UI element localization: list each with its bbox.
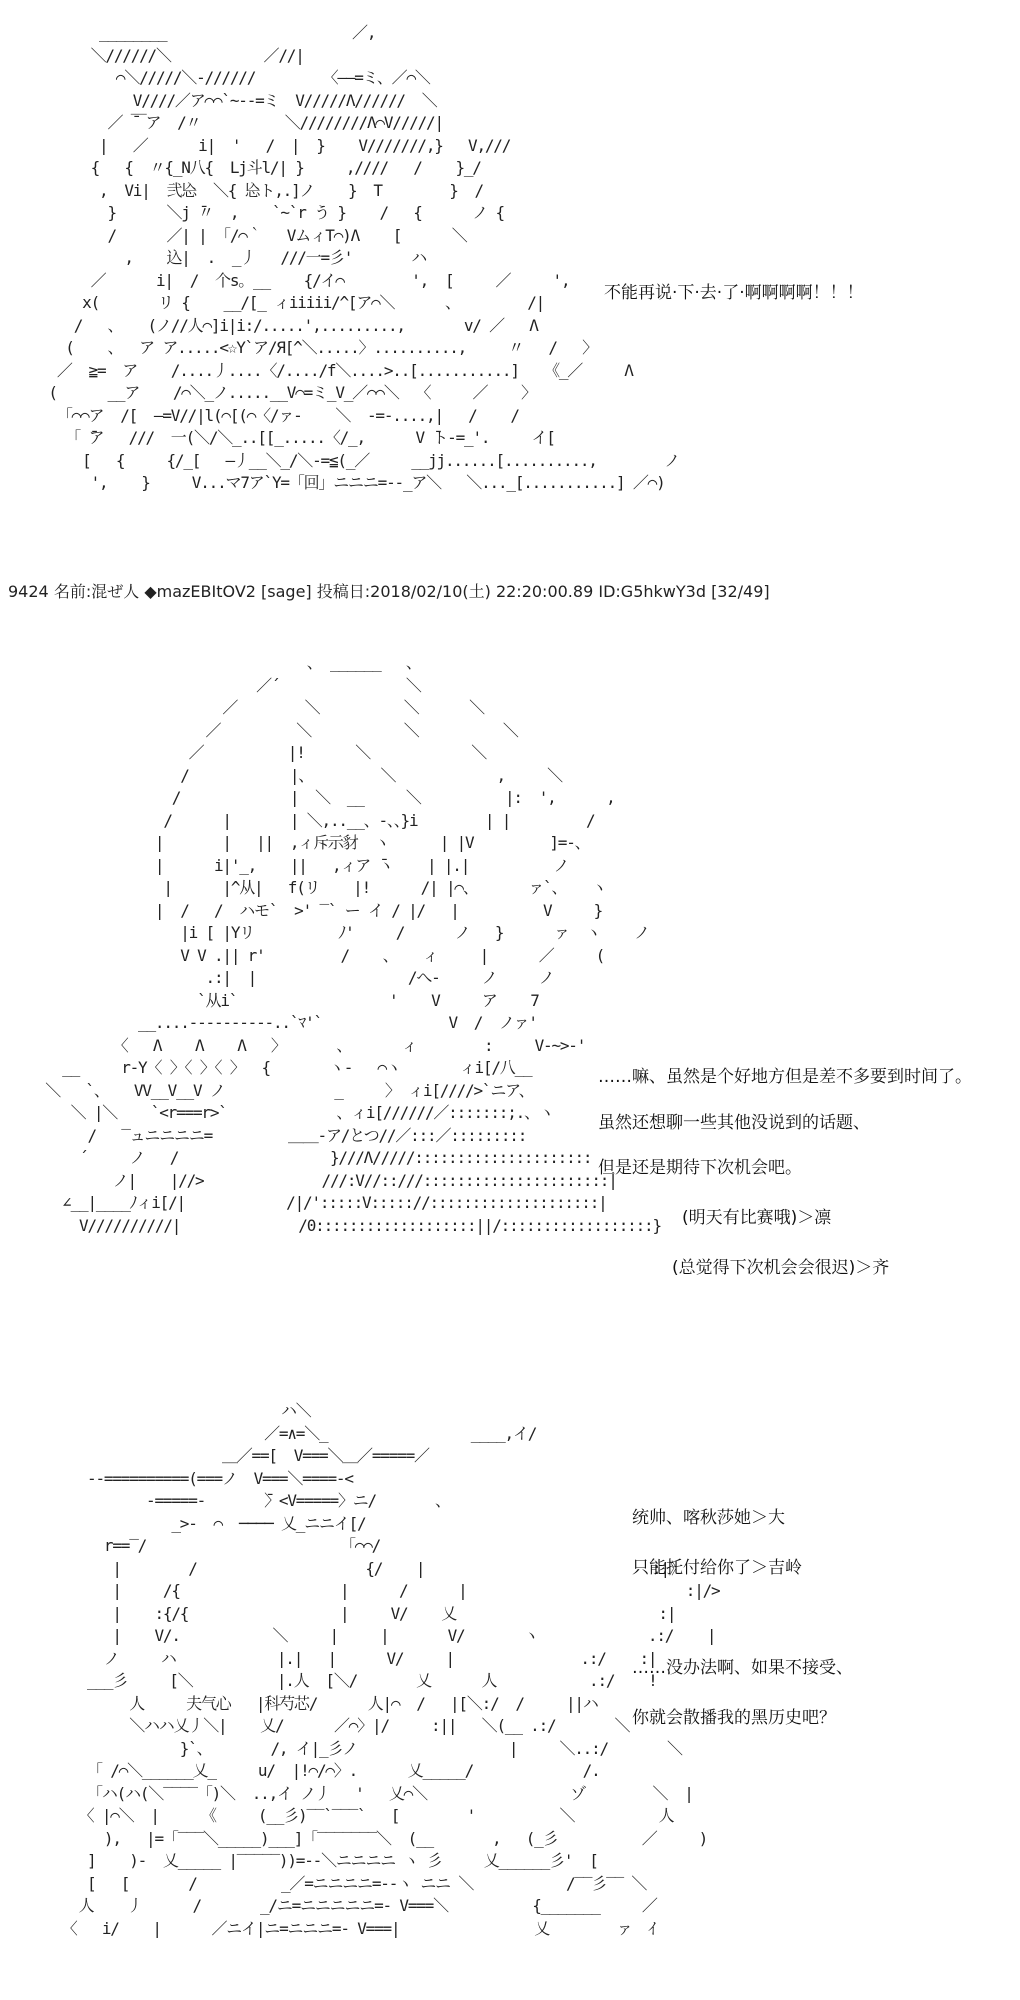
dialogue-line: 你就会散播我的黑历史吧？ — [632, 1708, 836, 1728]
post-date-label: 投稿日: — [316, 582, 371, 601]
dialogue-line: (明天有比赛哦)＞凛 — [682, 1208, 832, 1228]
dialogue-line: (总觉得下次机会会很迟)＞齐 — [672, 1258, 890, 1278]
post-counter: [32/49] — [711, 582, 770, 601]
post-datetime: 2018/02/10(土) 22:20:00.89 — [370, 582, 594, 601]
ascii-art-panel-3: ハ＼ ／=∧=＼_ ____,イ/ ＿／==[ V===＼＿／=====／ ‐-==========(===ノ V===＼====-< -=====- ̄〉<V=====〉ニ/ 、 _>‐ ⌒ ──── 乂_ニニイ[/ r==‾/ 「⌒⌒/ | / {/ | :|》 | /{ | / | :|/> | :{/{ | V/ 乂 :| | V/. ＼ | | V/ ヽ .:/ | ノ ハ |.| | V/ | .:/ :| ___彡 [＼ |.人 [＼/ 乂 人 .:/ ! 人 夫气心 |科芍芯/ 人|⌒ / |[＼:/ / ||ハ ＼ハハ乂丿＼| 乂/ ／⌒〉|/ :|| ＼(__ .:/ ＼ }`、 /, イ|_彡ノ | ＼..:/ ＼ 「 /⌒＼______乂_ u/ |!⌒/⌒〉. 乂_____/ /. 「ハ(ハ(＼‾‾‾‾「)＼ ..,イ ノ丿 ' 乂⌒＼ ゾ ＼ | 〈 |⌒＼ | 《 (__彡)‾‾`‾‾‾` [ ' ＼ 人 ), |=「‾‾‾＼_____)___]「‾‾‾‾‾‾‾＼ (__ , (_彡 ／ ) ] )- 乂_____ |‾‾‾‾‾))=‐‐＼ニニニニ ヽ 彡 乂______彡' [ [ [ / _／=ニニニニ=‐‐ヽ ニニ ＼ /‾‾彡‾‾ ＼ 人 丿 / _/ニ=ニニニニニ=‐ V===＼ {_______ ／ 〈 i/ | ／ニイ|ニ=ニニニ=‐ V===| 乂 ァ ｲ — [61, 1401, 720, 1938]
post-tripcode: ◆mazEBItOV2 — [144, 582, 256, 601]
post-number: 9424 — [8, 582, 49, 601]
post-name-label: 名前: — [53, 582, 92, 601]
dialogue-line: ……没办法啊、如果不接受、 — [632, 1658, 853, 1678]
ascii-art-panel-2: 、 ______ 、 ／´ ＼ ／ ＼ ＼ ＼ ／ ＼ ＼ ＼ ／ |! ＼ ＼ / |、 ＼ , ＼ / | ＼ __ ＼ |: ', , / | | ＼,..__、‐、、}i | | / | | || ,ィ斥示豺 ヽ | |V ]=‐、 | i|'_, || ,ィア ̄ヽ | |.| ノ | |^从| f(リ |! /| |⌒、 ァ`、 ヽ | / / ハモ` >' ‾` ー イ / |/ | V } |i [ |Yリ ﾉ' / ノ } ァ ヽ ノ V V .|| r' / 、 ィ | ／ ( .:| | /へ‐ ノ ノ `从i` ' V ア 7 __....-‐‐‐‐‐‐‐--..`ﾏ'` V / ノァ' 〈 Λ Λ Λ 〉 、 ィ : V-~>-' __ r-Y〈 〉〈 〉〈 〉 { ヽ- ⌒ヽ ィi[/八__ ＼ `、 VV__V__V ノ _ 〉 ィi[////>`ニア、 ＼ |＼ `<r===r>` 、ィi[//////／:::::::;.、ヽ / ‾ュニニニニ= ＿＿-ア/とつ//／:::／::::::::: ´ ノ / }///Λ/////::::::::::::::::::::: ノ| |//> ///:V//::///::::::::::::::::::::::| ∠__|____ﾉィi[/| /|/':::::V::::://::::::::::::::::::::| V//////////| /0:::::::::::::::::::||/::::::::::::::::::} — [45, 653, 661, 1235]
dialogue-line: 不能再说·下·去·了·啊啊啊啊！！！ — [604, 283, 864, 303]
post-mail: [sage] — [261, 582, 312, 601]
post-author-name: 混ぜ人 — [91, 582, 140, 601]
post-id: ID:G5hkwY3d — [598, 582, 706, 601]
dialogue-line: 但是还是期待下次机会吧。 — [598, 1158, 802, 1178]
ascii-art-panel-1: ________ ／, ＼//////＼ ／//| ⌒＼/////＼-////// 〈――=ミ、／⌒＼ V////／ア⌒⌒`~--=ミ V/////Λ////// ＼ ／ ̄￣ア /〃 ＼////////Λ⌒V/////| | ／ i| ' / | } V///////,} V,/// { { 〃{_N八{ Lj斗l/| } ,//// / }_/ , Vi| 弐㤀 ＼{ 㤀ト,.]ノ } T } / } ＼j ̄〃 , `~`r う } / { ノ { / ／| | 「/⌒｀ VムィT⌒)Λ [ ＼ , 込| . _丿 ///一=彡' ハ ／ i| / 个s。__ {/イ⌒ ', [ ／ ', x( リ { __/[_ ィiiiii/^[ア⌒＼ 、 /| / 、 (ノ//人⌒]i|i:/.....',........., v/ ／ Λ ( 、 ア ア.....<☆Y`ア/Я[^＼.....〉.........., 〃 / 〉 ／ ≧= ア /....丿....〈/..../f＼....>..[...........] 《_／ Λ ( __ア /⌒＼_ノ.....__V⌒=ミ_V_／⌒⌒＼ 〈 ／ 〉 「⌒⌒ア /[ ―=V//|l(⌒[(⌒〈/ァ- ＼ -=‐....,| / / 「 ̄ア /// 一(＼/＼_..[[_.....〈/_, V ̄ト-=_'. イ[ [ { {/_[ ―丿__＼_/＼-=≦(_／ __jj......[.........., ノ ', } V...マ7ア`Y=「回」ニニニ=--_ア＼ ＼..._[...........] ／⌒) — [48, 23, 679, 492]
dialogue-line: 统帅、喀秋莎她＞大 — [632, 1508, 785, 1528]
dialogue-line: 虽然还想聊一些其他没说到的话题、 — [598, 1113, 870, 1133]
dialogue-line: 只能托付给你了＞吉岭 — [632, 1558, 802, 1578]
dialogue-line: ……嘛、虽然是个好地方但是差不多要到时间了。 — [598, 1067, 972, 1087]
post-header — [8, 579, 770, 602]
